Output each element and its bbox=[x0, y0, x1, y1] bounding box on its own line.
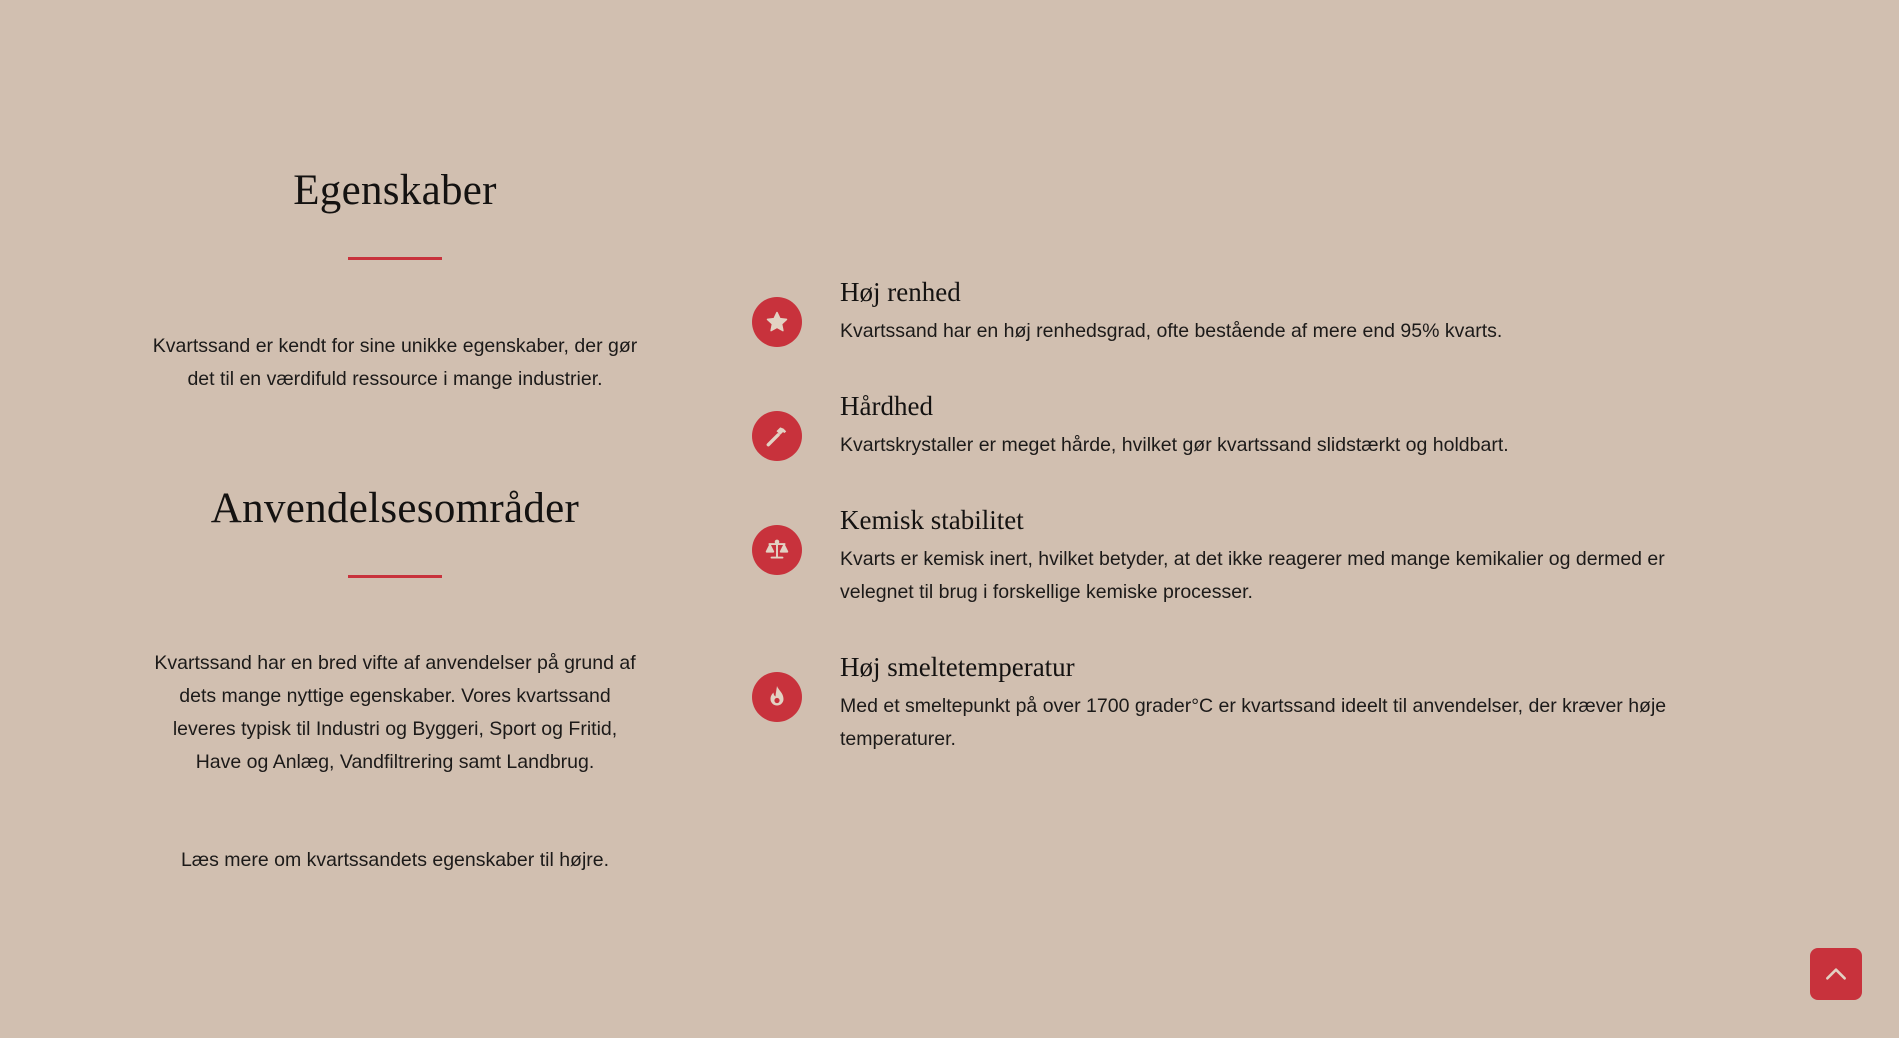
chevron-up-icon bbox=[1823, 961, 1849, 987]
feature-description: Kvartskrystaller er meget hårde, hvilket gør kvartssand slidstærkt og holdbart. bbox=[840, 434, 1509, 456]
applications-heading: Anvendelsesområder bbox=[210, 485, 580, 532]
star-icon bbox=[752, 297, 802, 347]
applications-text: Kvartssand har en bred vifte af anvendelser på grund af dets mange nyttige egenskaber. Vores kvartssand leveres typisk til Industri og Byggeri, Sport og Fritid, Have og Anlæg, Vandfiltrering samt Landbrug. bbox=[154, 652, 636, 773]
read-more-text: Læs mere om kvartssandets egenskaber til højre. bbox=[180, 849, 610, 871]
scroll-to-top-button[interactable] bbox=[1810, 948, 1862, 1000]
hammer-icon bbox=[752, 411, 802, 461]
scale-icon bbox=[752, 525, 802, 575]
properties-divider bbox=[348, 257, 442, 260]
properties-intro-text: Kvartssand er kendt for sine unikke egenskaber, der gør det til en værdifuld ressource i mange industrier. bbox=[152, 335, 638, 390]
flame-icon bbox=[752, 672, 802, 722]
feature-title: Hårdhed bbox=[840, 391, 933, 421]
feature-title: Høj smeltetemperatur bbox=[840, 652, 1075, 682]
feature-description: Kvarts er kemisk inert, hvilket betyder, at det ikke reagerer med mange kemikalier og dermed er velegnet til brug i forskellige kemiske processer. bbox=[840, 548, 1665, 603]
properties-heading: Egenskaber bbox=[293, 167, 497, 214]
feature-title: Kemisk stabilitet bbox=[840, 505, 1024, 535]
feature-description: Kvartssand har en høj renhedsgrad, ofte bestående af mere end 95% kvarts. bbox=[840, 320, 1503, 342]
feature-title: Høj renhed bbox=[840, 277, 961, 307]
applications-divider bbox=[348, 575, 442, 578]
feature-description: Med et smeltepunkt på over 1700 grader°C er kvartssand ideelt til anvendelser, der kræver høje temperaturer. bbox=[840, 695, 1667, 750]
